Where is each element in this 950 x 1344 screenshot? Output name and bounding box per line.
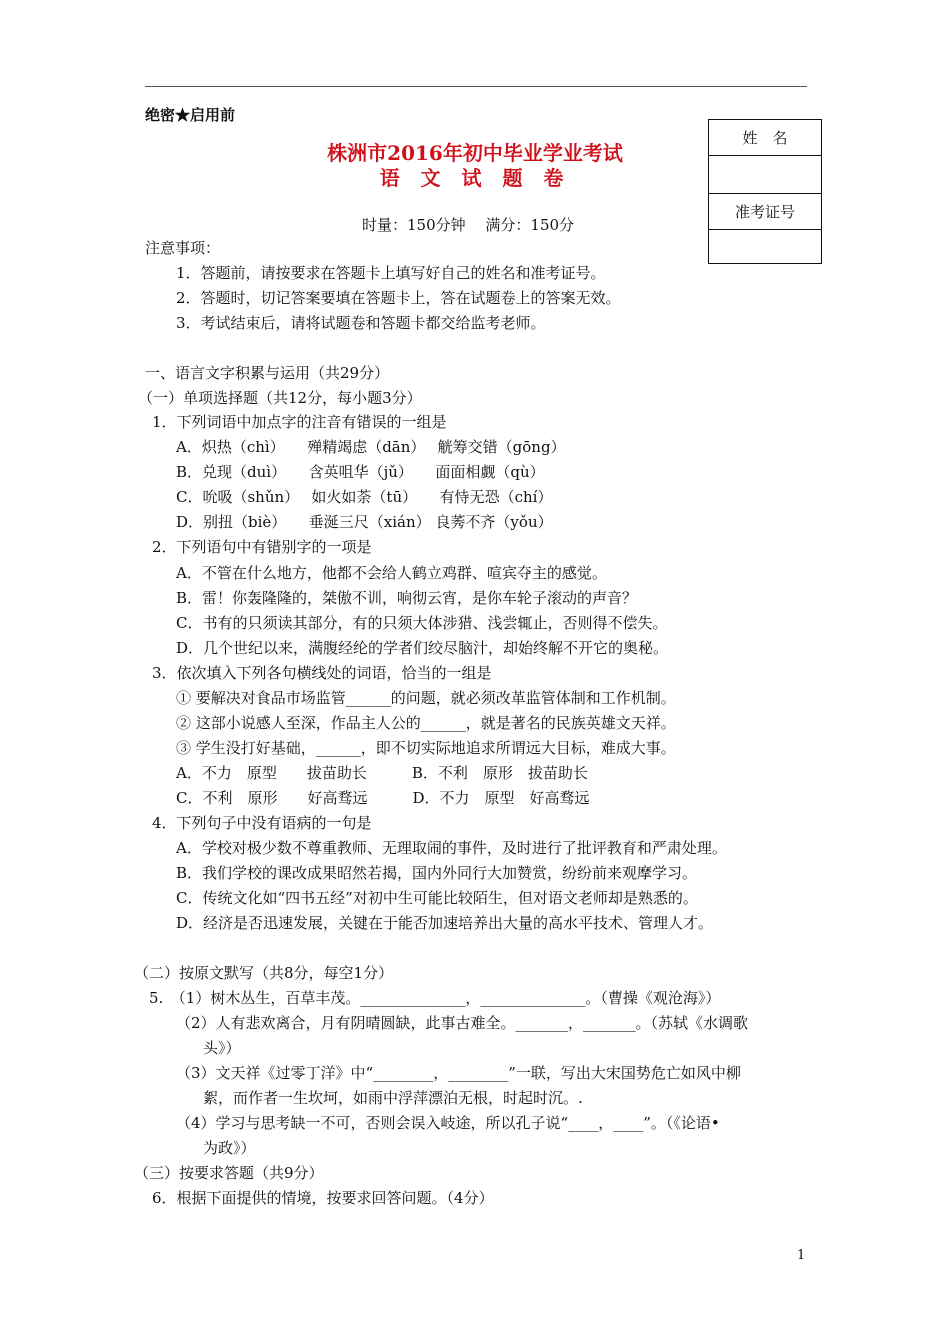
question-stem: 4．下列句子中没有语病的一句是	[152, 814, 372, 832]
option-c: C．传统文化如“四书五经”对初中生可能比较陌生，但对语文老师却是熟悉的。	[176, 889, 698, 907]
ticket-number-field[interactable]	[709, 230, 822, 264]
option-d: D．别扭（biè） 垂涎三尺（xián） 良莠不齐（yǒu）	[176, 513, 553, 531]
notice-item: 2．答题时，切记答案要填在答题卡上，答在试题卷上的答案无效。	[176, 289, 621, 307]
fill-sentence: ② 这部小说感人至深，作品主人公的______，就是著名的民族英雄文天祥。	[176, 714, 676, 732]
page-number: 1	[797, 1248, 806, 1263]
option-a: A．学校对极少数不尊重教师、无理取闹的事件，及时进行了批评教育和严肃处理。	[176, 839, 727, 857]
fill-sentence: ① 要解决对食品市场监管______的问题，就必须改革监管体制和工作机制。	[176, 689, 676, 707]
option-d: D．经济是否迅速发展，关键在于能否加速培养出大量的高水平技术、管理人才。	[176, 914, 714, 932]
question-stem: 6．根据下面提供的情境，按要求回答问题。（4分）	[152, 1189, 494, 1207]
recite-line: 头》）	[203, 1039, 241, 1057]
option-b: B．兑现（duì） 含英咀华（jǔ） 面面相觑（qù）	[176, 463, 545, 481]
exam-title: 株洲市2016年初中毕业学业考试	[327, 141, 623, 165]
fill-sentence: ③ 学生没打好基础，______，即不切实际地追求所谓远大目标，难成大事。	[176, 739, 676, 757]
part-heading: （二）按原文默写（共8分，每空1分）	[134, 964, 394, 982]
exam-subtitle: 语 文 试 题 卷	[379, 166, 571, 190]
name-field[interactable]	[709, 156, 822, 194]
option-b: B．雷！你轰隆隆的，桀傲不训，响彻云宵，是你车轮子滚动的声音？	[176, 589, 638, 607]
secret-label: 绝密★启用前	[145, 106, 236, 124]
notice-item: 3．考试结束后，请将试题卷和答题卡都交给监考老师。	[176, 314, 546, 332]
notice-heading: 注意事项：	[145, 239, 221, 257]
options-row: A．不力 原型 拔苗助长 B．不利 原形 拔苗助长	[176, 764, 588, 782]
part-heading: （三）按要求答题（共9分）	[134, 1164, 324, 1182]
options-row: C．不利 原形 好高骛远 D．不力 原型 好高骛远	[176, 789, 590, 807]
question-stem: 1．下列词语中加点字的注音有错误的一组是	[152, 413, 447, 431]
name-label: 姓 名	[709, 120, 822, 156]
recite-line: （4）学习与思考缺一不可，否则会误入岐途，所以孔子说“____，____”。（《论语•	[176, 1114, 720, 1132]
recite-line: （2）人有悲欢离合，月有阴晴圆缺，此事古难全。_______，_______。（苏轼《水调歌	[176, 1014, 749, 1032]
option-c: C．书有的只须读其部分，有的只须大体涉猎、浅尝辄止，否则得不偿失。	[176, 614, 668, 632]
recite-line: 絮，而作者一生坎坷，如雨中浮萍漂泊无根，时起时沉。.	[203, 1089, 583, 1107]
part-heading: （一）单项选择题（共12分，每小题3分）	[138, 389, 422, 407]
header-rule	[145, 86, 807, 87]
option-d: D．几个世纪以来，满腹经纶的学者们绞尽脑汁，却始终解不开它的奥秘。	[176, 639, 669, 657]
question-stem: 3．依次填入下列各句横线处的词语，恰当的一组是	[152, 664, 492, 682]
option-c: C．吮吸（shǔn） 如火如荼（tū） 有恃无恐（chí）	[176, 488, 553, 506]
recite-line: （3）文天祥《过零丁洋》中“________，________”一联，写出大宋国势危亡如风中柳	[176, 1064, 741, 1082]
ticket-number-label: 准考证号	[709, 194, 822, 230]
time-and-score: 时量：150分钟 满分：150分	[362, 216, 575, 234]
option-b: B．我们学校的课改成果昭然若揭，国内外同行大加赞赏，纷纷前来观摩学习。	[176, 864, 698, 882]
option-a: A．不管在什么地方，他都不会给人鹤立鸡群、喧宾夺主的感觉。	[176, 564, 607, 582]
option-a: A．炽热（chì） 殚精竭虑（dān） 觥筹交错（gōng）	[176, 438, 566, 456]
notice-item: 1．答题前，请按要求在答题卡上填写好自己的姓名和准考证号。	[176, 264, 606, 282]
section-heading: 一、语言文字积累与运用（共29分）	[145, 364, 390, 382]
recite-line: 为政》）	[203, 1139, 256, 1157]
candidate-info-box	[708, 119, 822, 264]
recite-line: 5. （1）树木丛生，百草丰茂。______________，______________。（曹操《观沧海》）	[149, 989, 721, 1007]
question-stem: 2．下列语句中有错别字的一项是	[152, 538, 372, 556]
